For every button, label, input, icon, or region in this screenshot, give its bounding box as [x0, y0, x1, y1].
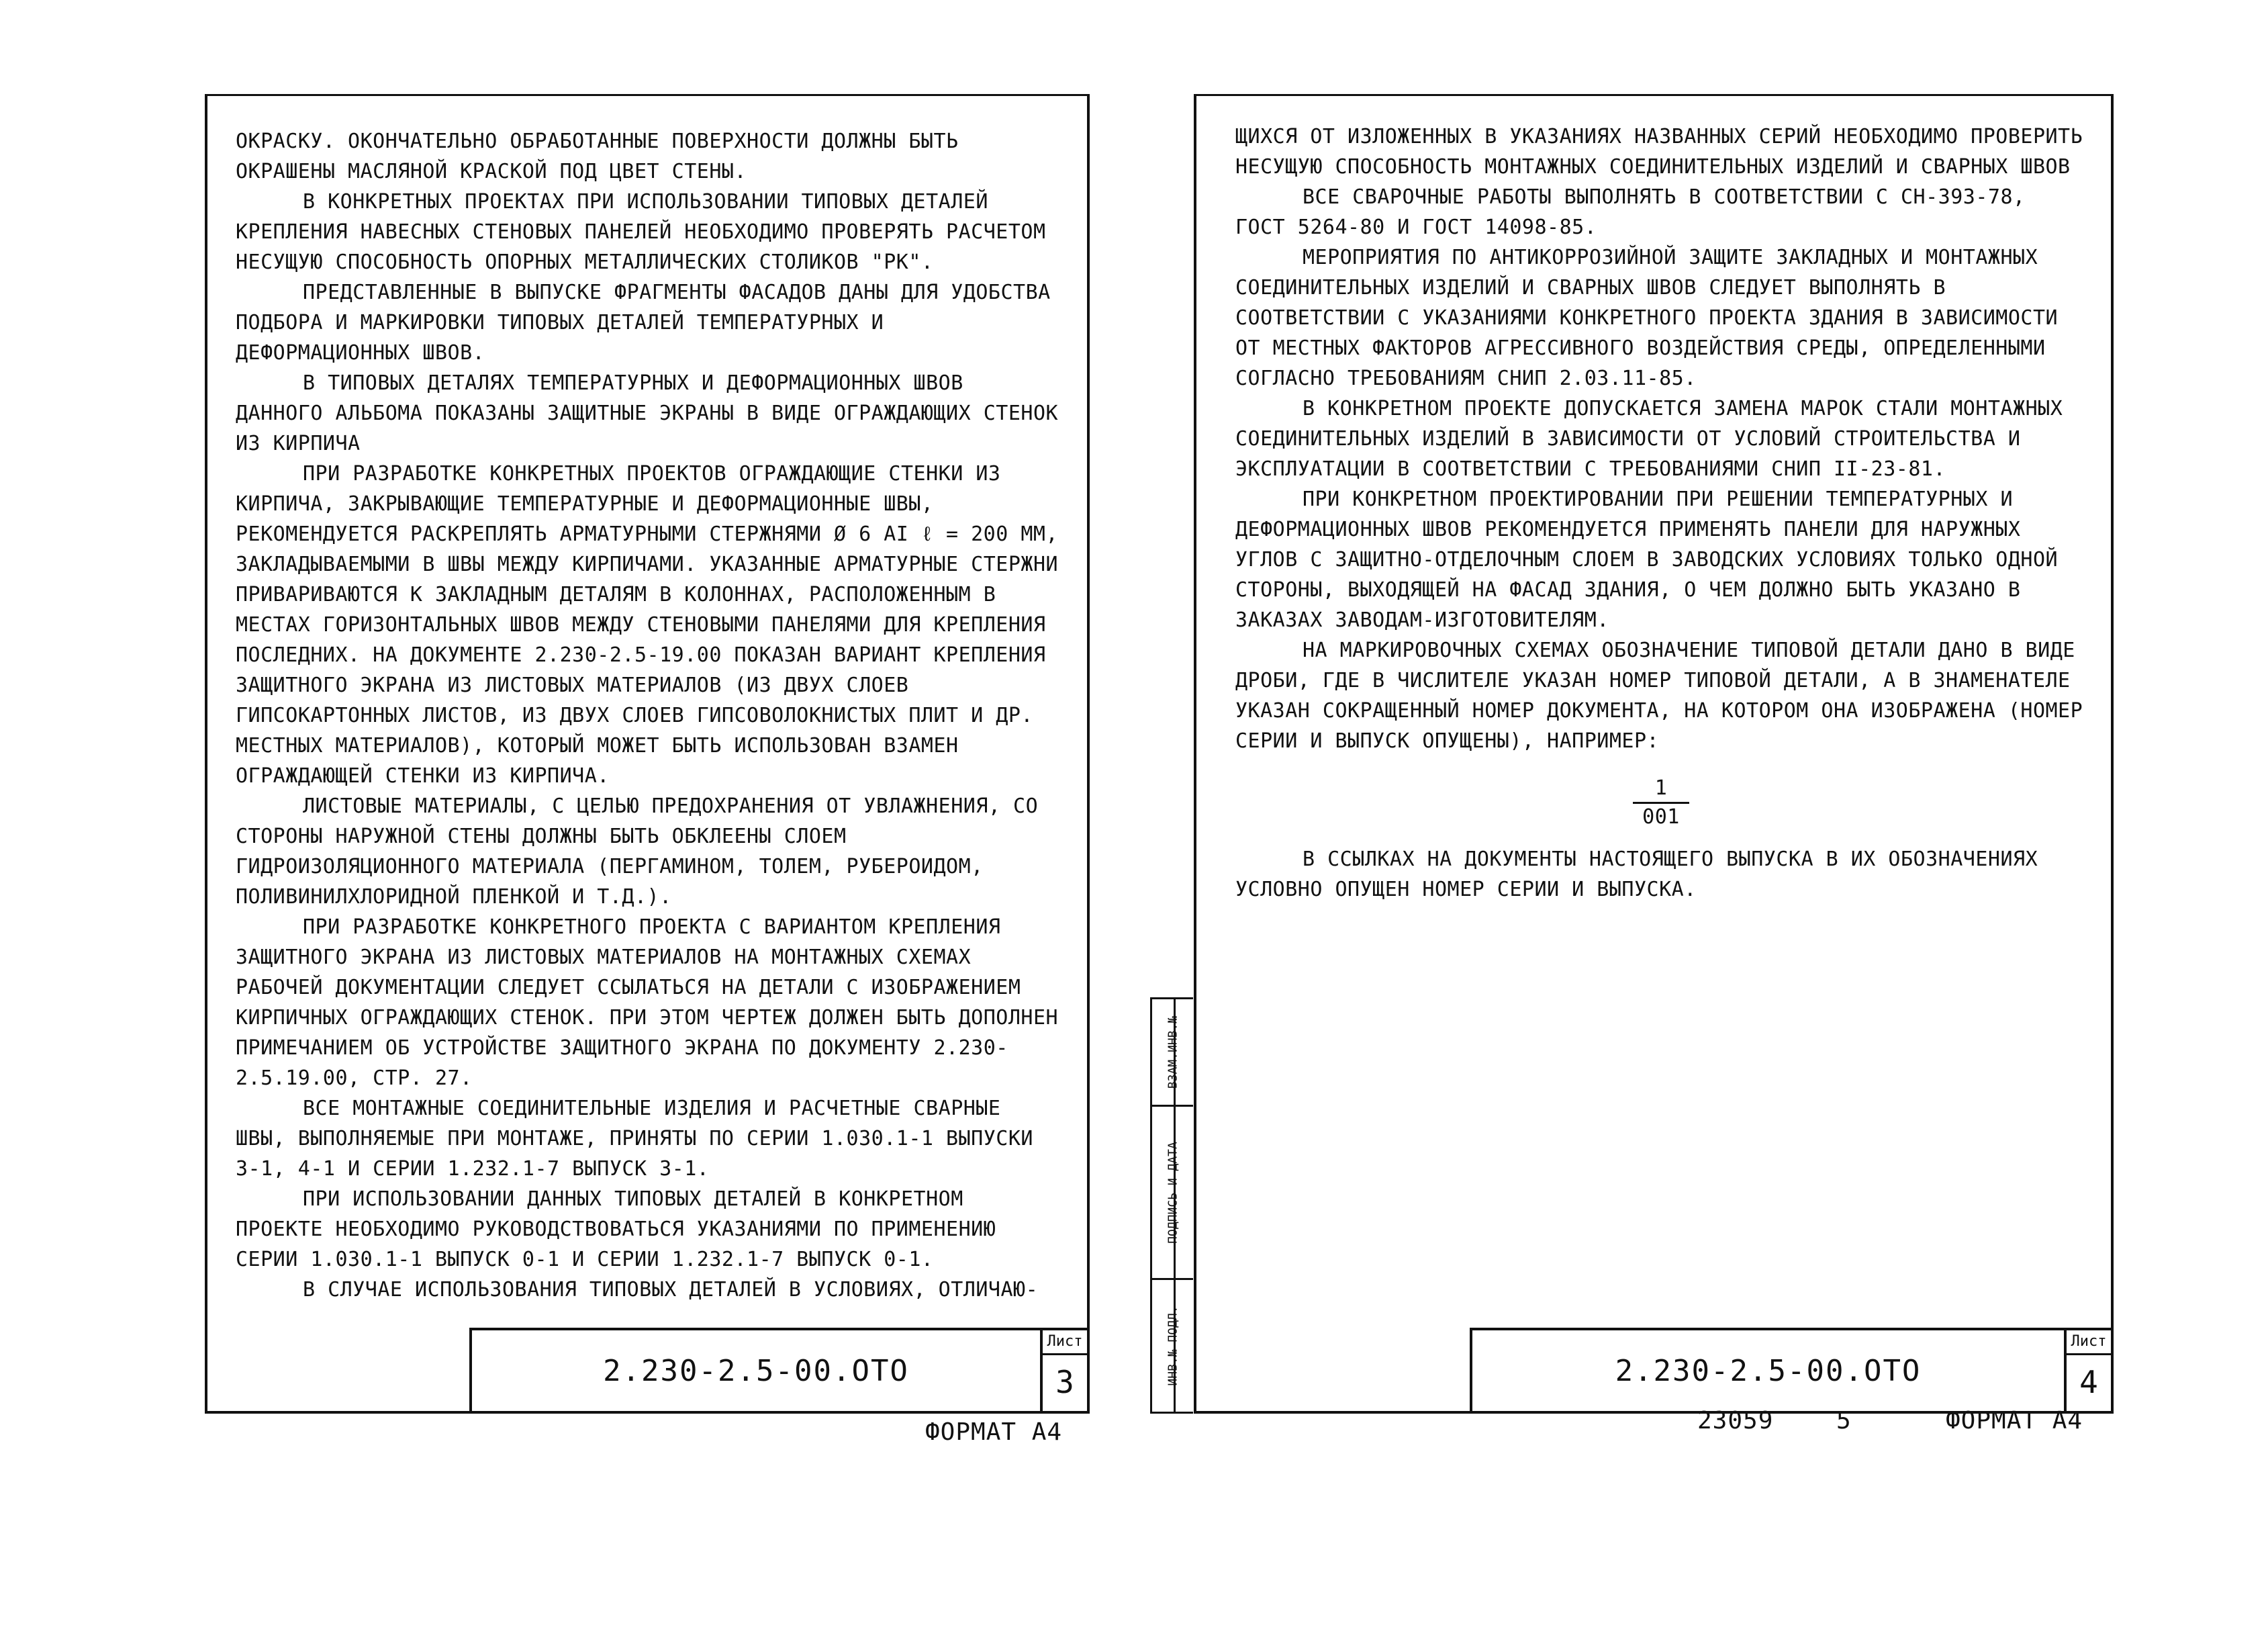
paragraph: ВСЕ СВАРОЧНЫЕ РАБОТЫ ВЫПОЛНЯТЬ В СООТВЕТСТВИИ С СН-393-78, ГОСТ 5264-80 И ГОСТ 14098-85. — [1235, 185, 2026, 239]
right-sheet-frame — [1194, 94, 2114, 1414]
paragraph: ПРИ РАЗРАБОТКЕ КОНКРЕТНЫХ ПРОЕКТОВ ОГРАЖДАЮЩИЕ СТЕНКИ ИЗ КИРПИЧА, ЗАКРЫВАЮЩИЕ ТЕМПЕРАТУРНЫЕ И ДЕФОРМАЦИОННЫЕ ШВЫ, РЕКОМЕНДУЕТСЯ РАСКРЕПЛЯТЬ АРМАТУРНЫМИ СТЕРЖНЯМИ Ø 6 AI ℓ = 200 ММ, ЗАКЛАДЫВАЕМЫМИ В ШВЫ МЕЖДУ КИРПИЧАМИ. УКАЗАННЫЕ АРМАТУРНЫЕ СТЕРЖНИ ПРИВАРИВАЮТСЯ К ЗАКЛАДНЫМ ДЕТАЛЯМ В КОЛОННАХ, РАСПОЛОЖЕННЫМ В МЕСТАХ ГОРИЗОНТАЛЬНЫХ ШВОВ МЕЖДУ СТЕНОВЫМИ ПАНЕЛЯМИ ДЛЯ КРЕПЛЕНИЯ ПОСЛЕДНИХ. НА ДОКУМЕНТЕ 2.230-2.5-19.00 ПОКАЗАН ВАРИАНТ КРЕПЛЕНИЯ ЗАЩИТНОГО ЭКРАНА ИЗ ЛИСТОВЫХ МАТЕРИАЛОВ (ИЗ ДВУХ СЛОЕВ ГИПСОКАРТОННЫХ ЛИСТОВ, ИЗ ДВУХ СЛОЕВ ГИПСОВОЛОКНИСТЫХ ПЛИТ И ДР. МЕСТНЫХ МАТЕРИАЛОВ), КОТОРЫЙ МОЖЕТ БЫТЬ ИСПОЛЬЗОВАН ВЗАМЕН ОГРАЖДАЮЩЕЙ СТЕНКИ ИЗ КИРПИЧА. — [236, 462, 1059, 788]
paragraph: ПРИ КОНКРЕТНОМ ПРОЕКТИРОВАНИИ ПРИ РЕШЕНИИ ТЕМПЕРАТУРНЫХ И ДЕФОРМАЦИОННЫХ ШВОВ РЕКОМЕНДУЕТСЯ ПРИМЕНЯТЬ ПАНЕЛИ ДЛЯ НАРУЖНЫХ УГЛОВ С ЗАЩИТНО-ОТДЕЛОЧНЫМ СЛОЕМ В ЗАВОДСКИХ УСЛОВИЯХ ТОЛЬКО ОДНОЙ СТОРОНЫ, ВЫХОДЯЩЕЙ НА ФАСАД ЗДАНИЯ, О ЧЕМ ДОЛЖНО БЫТЬ УКАЗАНО В ЗАКАЗАХ ЗАВОДАМ-ИЗГОТОВИТЕЛЯМ. — [1235, 488, 2059, 632]
document-code: 2.230-2.5-00.ОТО — [603, 1353, 909, 1388]
sheet-label: Лист — [2067, 1330, 2111, 1355]
right-format-label: ФОРМАТ А4 — [1946, 1407, 2083, 1434]
side-strip-divider — [1174, 999, 1176, 1412]
paragraph: ПРИ ИСПОЛЬЗОВАНИИ ДАННЫХ ТИПОВЫХ ДЕТАЛЕЙ В КОНКРЕТНОМ ПРОЕКТЕ НЕОБХОДИМО РУКОВОДСТВОВАТЬСЯ УКАЗАНИЯМИ ПО ПРИМЕНЕНИЮ СЕРИИ 1.030.1-1 ВЫПУСК 0-1 И СЕРИИ 1.232.1-7 ВЫПУСК 0-1. — [236, 1187, 996, 1271]
fraction-numerator: 1 — [1633, 775, 1689, 804]
sheet-label: Лист — [1043, 1330, 1087, 1355]
side-strip-cell-3: ИНВ.№ ПОДЛ. — [1166, 1306, 1180, 1386]
side-strip — [1150, 997, 1193, 1414]
paragraph: В ССЫЛКАХ НА ДОКУМЕНТЫ НАСТОЯЩЕГО ВЫПУСКА В ИХ ОБОЗНАЧЕНИЯХ УСЛОВНО ОПУЩЕН НОМЕР СЕРИИ И ВЫПУСКА. — [1235, 848, 2038, 901]
page-number: 5 — [1836, 1407, 1852, 1434]
side-strip-cell-1: ВЗАМ.ИНВ.№ — [1152, 999, 1193, 1107]
sheet-cell — [1040, 1330, 1087, 1411]
sheet-number: 3 — [1055, 1364, 1074, 1400]
left-format-label: ФОРМАТ А4 — [925, 1418, 1063, 1446]
paragraph: В СЛУЧАЕ ИСПОЛЬЗОВАНИЯ ТИПОВЫХ ДЕТАЛЕЙ В УСЛОВИЯХ, ОТЛИЧАЮ- — [303, 1278, 1039, 1302]
fraction-example — [1235, 756, 2087, 844]
fraction-denominator: 001 — [1642, 805, 1680, 829]
sheet-number: 4 — [2079, 1364, 2098, 1400]
sheet-cell — [2064, 1330, 2111, 1411]
right-title-block — [1470, 1328, 2111, 1411]
paragraph: ОКРАСКУ. ОКОНЧАТЕЛЬНО ОБРАБОТАННЫЕ ПОВЕРХНОСТИ ДОЛЖНЫ БЫТЬ ОКРАШЕНЫ МАСЛЯНОЙ КРАСКОЙ ПОД ЦВЕТ СТЕНЫ. — [236, 130, 959, 183]
paragraph: НА МАРКИРОВОЧНЫХ СХЕМАХ ОБОЗНАЧЕНИЕ ТИПОВОЙ ДЕТАЛИ ДАНО В ВИДЕ ДРОБИ, ГДЕ В ЧИСЛИТЕЛЕ УКАЗАН НОМЕР ТИПОВОЙ ДЕТАЛИ, А В ЗНАМЕНАТЕЛЕ УКАЗАН СОКРАЩЕННЫЙ НОМЕР ДОКУМЕНТА, НА КОТОРОМ ОНА ИЗОБРАЖЕНА (НОМЕР СЕРИИ И ВЫПУСК ОПУЩЕНЫ), НАПРИМЕР: — [1235, 639, 2083, 753]
side-strip-cell-2: ПОДПИСЬ И ДАТА — [1152, 1107, 1193, 1280]
left-sheet-frame — [205, 94, 1090, 1414]
paragraph: ЩИХСЯ ОТ ИЗЛОЖЕННЫХ В УКАЗАНИЯХ НАЗВАННЫХ СЕРИЙ НЕОБХОДИМО ПРОВЕРИТЬ НЕСУЩУЮ СПОСОБНОСТЬ МОНТАЖНЫХ СОЕДИНИТЕЛЬНЫХ ИЗДЕЛИЙ И СВАРНЫХ ШВОВ — [1235, 125, 2083, 179]
paragraph: ПРИ РАЗРАБОТКЕ КОНКРЕТНОГО ПРОЕКТА С ВАРИАНТОМ КРЕПЛЕНИЯ ЗАЩИТНОГО ЭКРАНА ИЗ ЛИСТОВЫХ МАТЕРИАЛОВ НА МОНТАЖНЫХ СХЕМАХ РАБОЧЕЙ ДОКУМЕНТАЦИИ СЛЕДУЕТ ССЫЛАТЬСЯ НА ДЕТАЛИ С ИЗОБРАЖЕНИЕМ КИРПИЧНЫХ ОГРАЖДАЮЩИХ СТЕНОК. ПРИ ЭТОМ ЧЕРТЕЖ ДОЛЖЕН БЫТЬ ДОПОЛНЕН ПРИМЕЧАНИЕМ ОБ УСТРОЙСТВЕ ЗАЩИТНОГО ЭКРАНА ПО ДОКУМЕНТУ 2.230-2.5.19.00, СТР. 27. — [236, 915, 1059, 1090]
paragraph: МЕРОПРИЯТИЯ ПО АНТИКОРРОЗИЙНОЙ ЗАЩИТЕ ЗАКЛАДНЫХ И МОНТАЖНЫХ СОЕДИНИТЕЛЬНЫХ ИЗДЕЛИЙ И СВАРНЫХ ШВОВ СЛЕДУЕТ ВЫПОЛНЯТЬ В СООТВЕТСТВИИ С УКАЗАНИЯМИ КОНКРЕТНОГО ПРОЕКТА ЗДАНИЯ В ЗАВИСИМОСТИ ОТ МЕСТНЫХ ФАКТОРОВ АГРЕССИВНОГО ВОЗДЕЙСТВИЯ СРЕДЫ, ОПРЕДЕЛЕННЫМИ СОГЛАСНО ТРЕБОВАНИЯМ СНИП 2.03.11-85. — [1235, 246, 2059, 390]
paragraph: ВСЕ МОНТАЖНЫЕ СОЕДИНИТЕЛЬНЫЕ ИЗДЕЛИЯ И РАСЧЕТНЫЕ СВАРНЫЕ ШВЫ, ВЫПОЛНЯЕМЫЕ ПРИ МОНТАЖЕ, ПРИНЯТЫ ПО СЕРИИ 1.030.1-1 ВЫПУСКИ 3-1, 4-1 И СЕРИИ 1.232.1-7 ВЫПУСК 3-1. — [236, 1097, 1033, 1181]
left-body-text — [236, 126, 1061, 1305]
paragraph: В КОНКРЕТНОМ ПРОЕКТЕ ДОПУСКАЕТСЯ ЗАМЕНА МАРОК СТАЛИ МОНТАЖНЫХ СОЕДИНИТЕЛЬНЫХ ИЗДЕЛИЙ В ЗАВИСИМОСТИ ОТ УСЛОВИЙ СТРОИТЕЛЬСТВА И ЭКСПЛУАТАЦИИ В СООТВЕТСТВИИ С ТРЕБОВАНИЯМИ СНИП II-23-81. — [1235, 397, 2063, 481]
paragraph: ЛИСТОВЫЕ МАТЕРИАЛЫ, С ЦЕЛЬЮ ПРЕДОХРАНЕНИЯ ОТ УВЛАЖНЕНИЯ, СО СТОРОНЫ НАРУЖНОЙ СТЕНЫ ДОЛЖНЫ БЫТЬ ОБКЛЕЕНЫ СЛОЕМ ГИДРОИЗОЛЯЦИОННОГО МАТЕРИАЛА (ПЕРГАМИНОМ, ТОЛЕМ, РУБЕРОИДОМ, ПОЛИВИНИЛХЛОРИДНОЙ ПЛЕНКОЙ И Т.Д.). — [236, 794, 1039, 909]
inventory-number: 23059 — [1697, 1407, 1774, 1434]
paragraph: В ТИПОВЫХ ДЕТАЛЯХ ТЕМПЕРАТУРНЫХ И ДЕФОРМАЦИОННЫХ ШВОВ ДАННОГО АЛЬБОМА ПОКАЗАНЫ ЗАЩИТНЫЕ ЭКРАНЫ В ВИДЕ ОГРАЖДАЮЩИХ СТЕНОК ИЗ КИРПИЧА — [236, 371, 1059, 455]
left-title-block — [469, 1328, 1087, 1411]
paragraph: В КОНКРЕТНЫХ ПРОЕКТАХ ПРИ ИСПОЛЬЗОВАНИИ ТИПОВЫХ ДЕТАЛЕЙ КРЕПЛЕНИЯ НАВЕСНЫХ СТЕНОВЫХ ПАНЕЛЕЙ НЕОБХОДИМО ПРОВЕРЯТЬ РАСЧЕТОМ НЕСУЩУЮ СПОСОБНОСТЬ ОПОРНЫХ МЕТАЛЛИЧЕСКИХ СТОЛИКОВ "РК". — [236, 190, 1046, 274]
right-body-text — [1235, 122, 2087, 905]
document-code: 2.230-2.5-00.ОТО — [1615, 1353, 1922, 1388]
paragraph: ПРЕДСТАВЛЕННЫЕ В ВЫПУСКЕ ФРАГМЕНТЫ ФАСАДОВ ДАНЫ ДЛЯ УДОБСТВА ПОДБОРА И МАРКИРОВКИ ТИПОВЫХ ДЕТАЛЕЙ ТЕМПЕРАТУРНЫХ И ДЕФОРМАЦИОННЫХ ШВОВ. — [236, 281, 1051, 365]
